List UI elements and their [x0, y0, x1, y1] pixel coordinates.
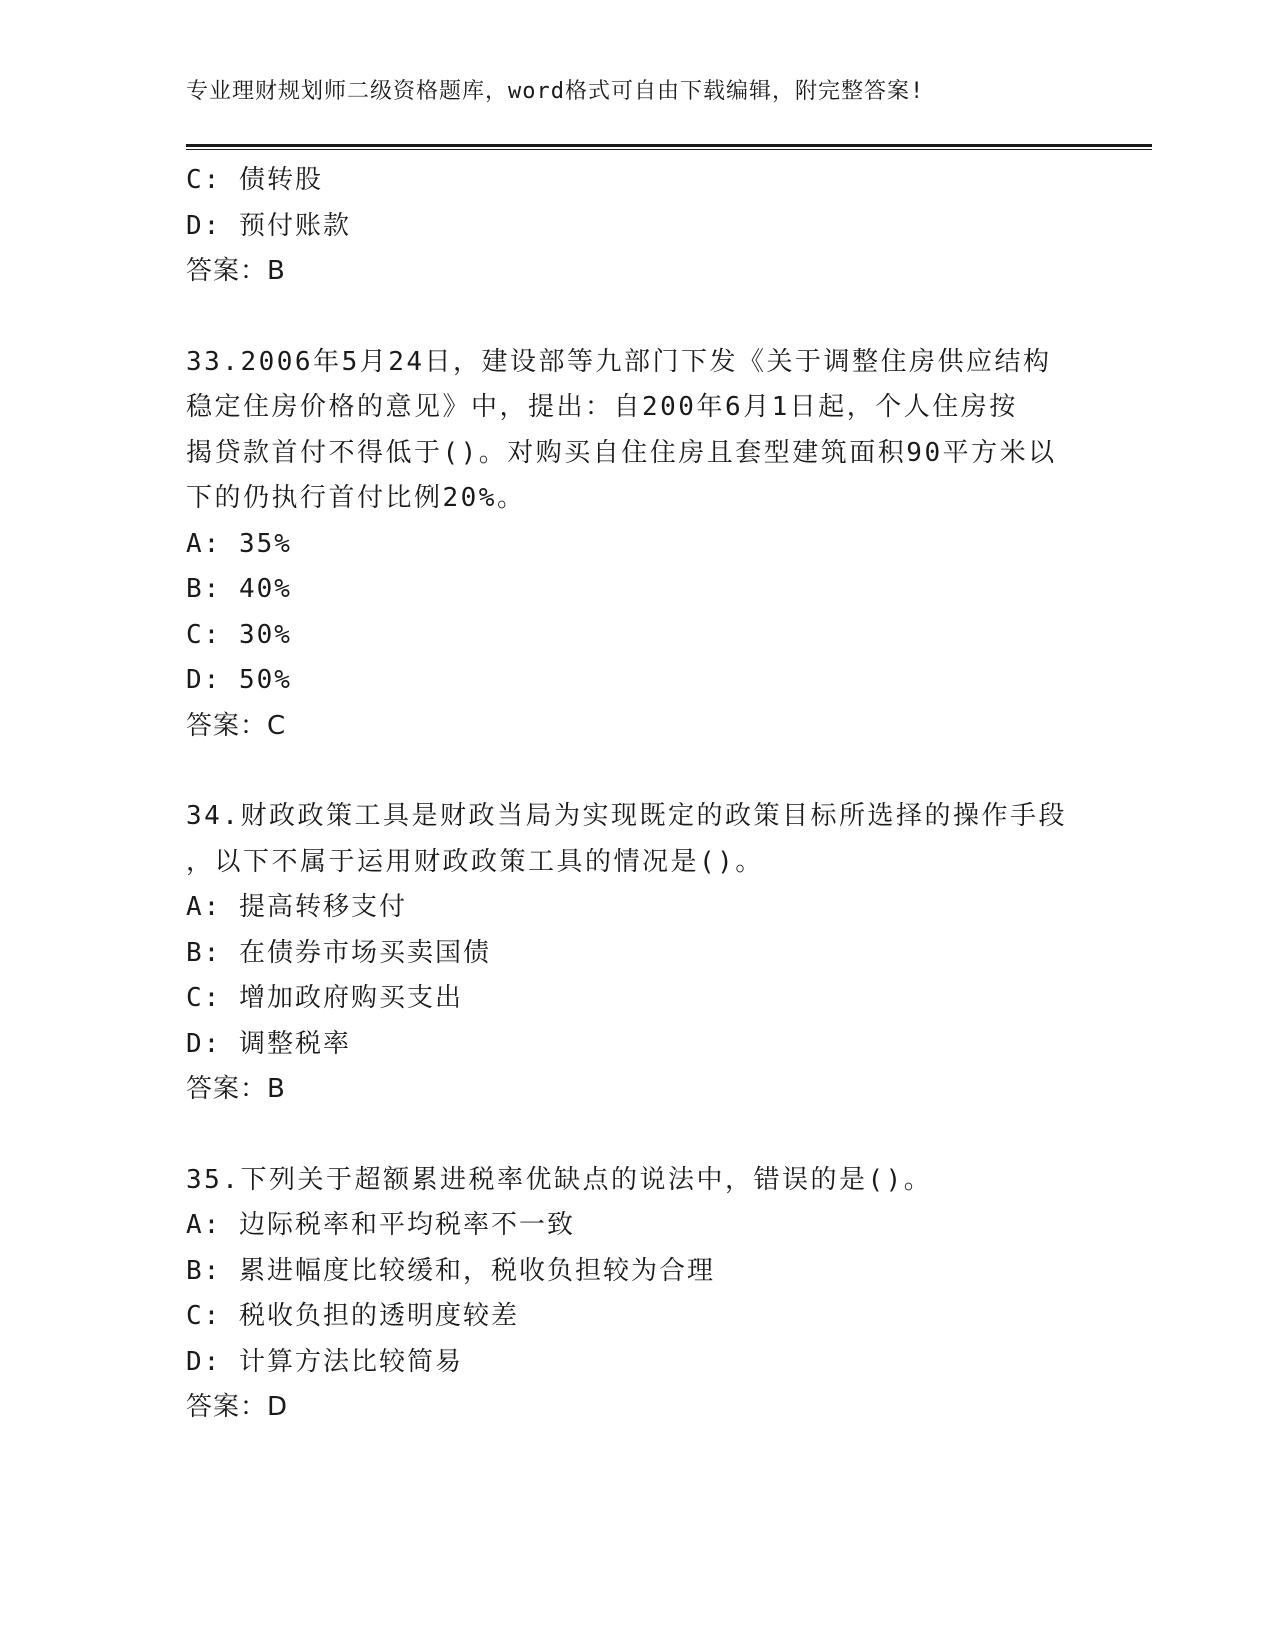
option-line: B: 累进幅度比较缓和，税收负担较为合理: [186, 1255, 715, 1286]
header-rule: [186, 144, 1152, 150]
question-text-line: 33.2006年5月24日，建设部等九部门下发《关于调整住房供应结构: [186, 346, 1052, 377]
answer-line: [186, 704, 1086, 750]
option-line: C: 30%: [186, 619, 292, 650]
question-text-line: 35.下列关于超额累进税率优缺点的说法中，错误的是()。: [186, 1164, 933, 1195]
option-line: C: 增加政府购买支出: [186, 983, 463, 1013]
option-line: B: 在债券市场买卖国债: [186, 937, 491, 968]
answer-line: [186, 1067, 1086, 1113]
option-line: D: 调整税率: [186, 1028, 351, 1059]
option-line: B: 40%: [186, 574, 292, 604]
answer-value: B: [267, 1074, 286, 1104]
question-text-line: 下的仍执行首付比例20%。: [186, 483, 526, 513]
page-header: 专业理财规划师二级资格题库，word格式可自由下载编辑，附完整答案!: [186, 79, 925, 104]
answer-label: 答案：: [186, 256, 268, 286]
option-line: A: 35%: [186, 528, 292, 559]
answer-value: C: [267, 710, 287, 741]
question-text-line: 稳定住房价格的意见》中，提出：自200年6月1日起，个人住房按: [186, 392, 1018, 422]
option-line: A: 提高转移支付: [186, 892, 407, 922]
answer-line: [186, 1385, 1086, 1431]
option-line: D: 计算方法比较简易: [186, 1346, 463, 1377]
option-line: C: 税收负担的透明度较差: [186, 1301, 519, 1331]
question-text-line: 揭贷款首付不得低于()。对购买自住住房且套型建筑面积90平方米以: [186, 437, 1057, 468]
answer-value: D: [267, 1392, 289, 1422]
question-35: [186, 1158, 1086, 1431]
question-fragment: [186, 158, 1086, 295]
option-line: D: 50%: [186, 665, 292, 695]
answer-value: B: [267, 256, 286, 286]
answer-label: 答案：: [186, 710, 268, 741]
option-line: D: 预付账款: [186, 210, 351, 241]
question-text-line: ，以下不属于运用财政政策工具的情况是()。: [186, 846, 764, 877]
answer-label: 答案：: [186, 1392, 268, 1422]
answer-label: 答案：: [186, 1074, 268, 1104]
answer-line: [186, 249, 1086, 295]
question-text-line: 34.财政政策工具是财政当局为实现既定的政策目标所选择的操作手段: [186, 801, 1067, 831]
question-33: [186, 340, 1086, 750]
question-34: [186, 794, 1086, 1113]
document-content: [186, 158, 1086, 1431]
option-line: C: 债转股: [186, 165, 323, 195]
option-line: A: 边际税率和平均税率不一致: [186, 1210, 575, 1240]
